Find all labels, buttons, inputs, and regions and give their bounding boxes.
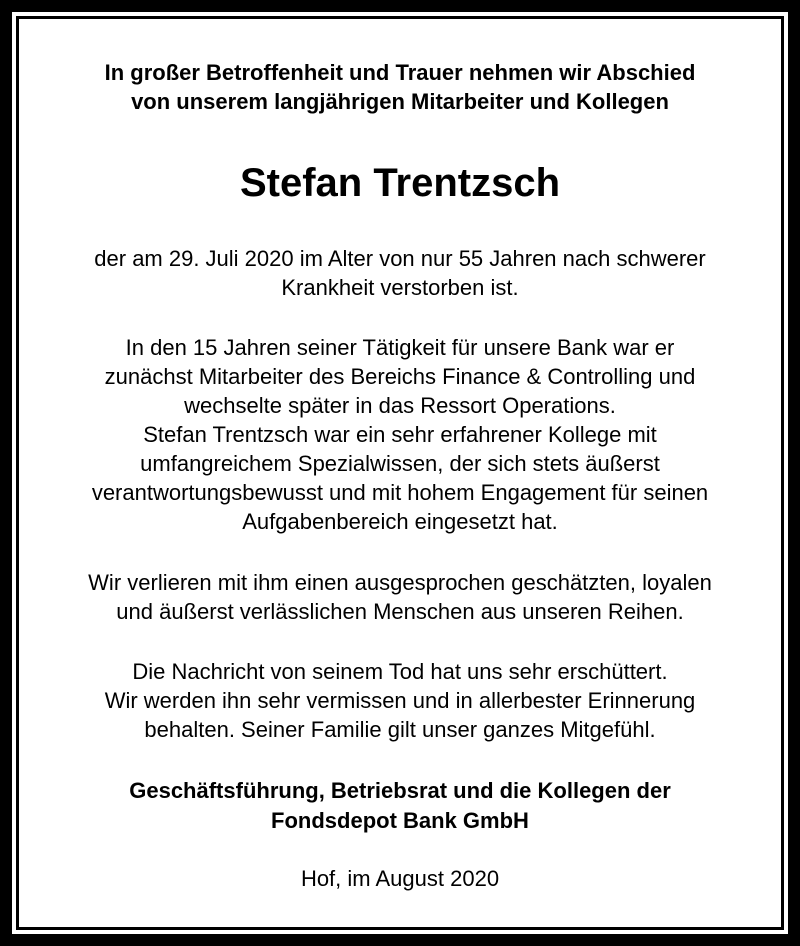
paragraph-2-line-4: Stefan Trentzsch war ein sehr erfahrener Kollege mit	[143, 422, 657, 447]
paragraph-1-line-1: der am 29. Juli 2020 im Alter von nur 55 Jahren nach schwerer	[94, 246, 706, 271]
deceased-name: Stefan Trentzsch	[239, 161, 561, 205]
signature-line-1: Geschäftsführung, Betriebsrat und die Kollegen der	[129, 778, 671, 803]
place-date: Hof, im August 2020	[300, 866, 500, 891]
paragraph-3-line-1: Wir verlieren mit ihm einen ausgesprochen geschätzten, loyalen	[88, 570, 712, 595]
heading-line-2: von unserem langjährigen Mitarbeiter und Kollegen	[131, 89, 669, 114]
heading-line-1: In großer Betroffenheit und Trauer nehmen wir Abschied	[104, 60, 696, 85]
obituary-notice	[19, 19, 781, 927]
paragraph-4-line-2: Wir werden ihn sehr vermissen und in allerbester Erinnerung	[104, 688, 696, 713]
paragraph-3-line-2: und äußerst verlässlichen Menschen aus unseren Reihen.	[116, 599, 684, 624]
paragraph-2-line-1: In den 15 Jahren seiner Tätigkeit für unsere Bank war er	[125, 335, 675, 360]
paragraph-4-line-1: Die Nachricht von seinem Tod hat uns sehr erschüttert.	[132, 659, 668, 684]
inner-black-border	[16, 16, 784, 930]
paragraph-2-line-6: verantwortungsbewusst und mit hohem Engagement für seinen	[91, 480, 709, 505]
paragraph-2-line-5: umfangreichem Spezialwissen, der sich stets äußerst	[140, 451, 660, 476]
paragraph-2-line-2: zunächst Mitarbeiter des Bereichs Finance & Controlling und	[104, 364, 696, 389]
paragraph-2-line-7: Aufgabenbereich eingesetzt hat.	[242, 509, 558, 534]
border-gap	[12, 12, 788, 934]
signature-line-2: Fondsdepot Bank GmbH	[271, 808, 529, 833]
paragraph-2-line-3: wechselte später in das Ressort Operations.	[184, 393, 616, 418]
paragraph-1-line-2: Krankheit verstorben ist.	[281, 275, 519, 300]
paragraph-4-line-3: behalten. Seiner Familie gilt unser ganzes Mitgefühl.	[144, 717, 656, 742]
